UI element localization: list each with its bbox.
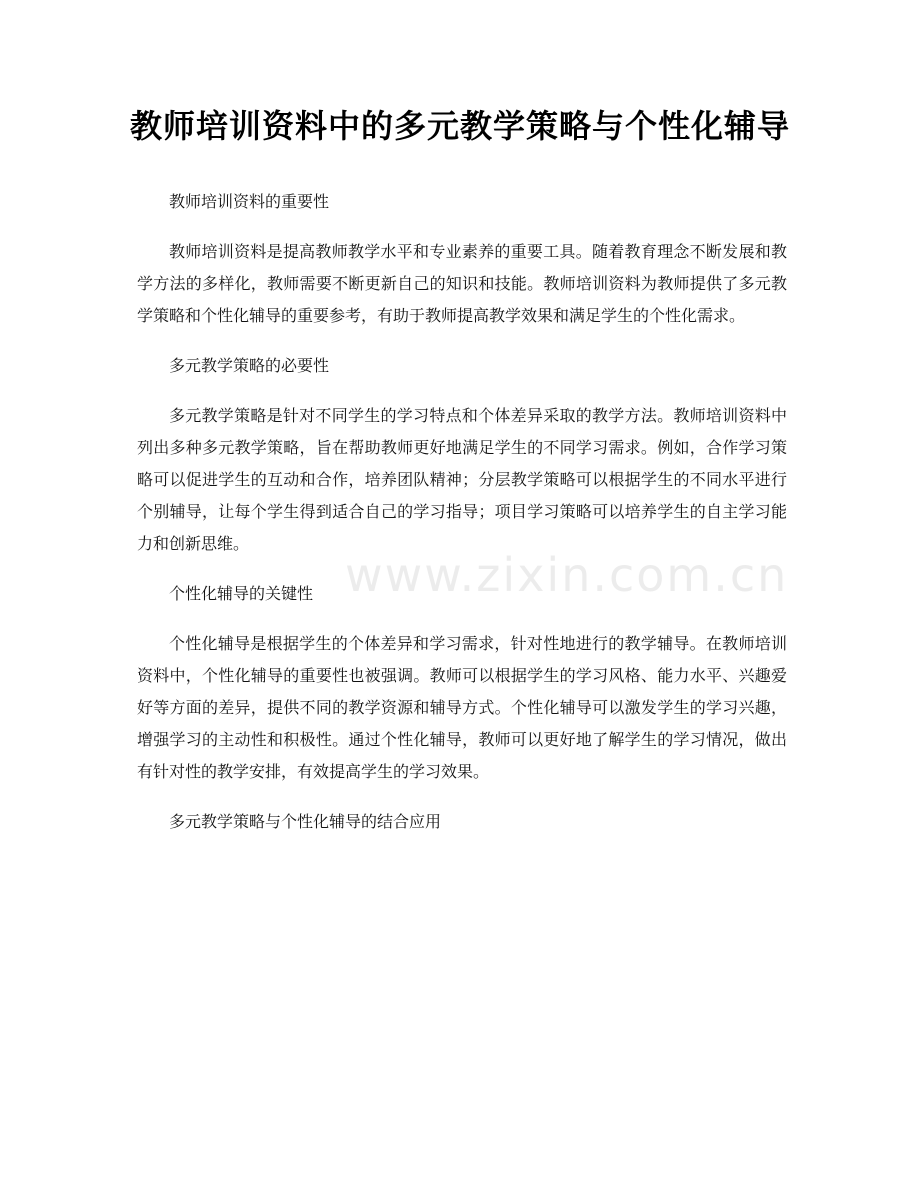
watermark: www.zixin.com.cn (345, 548, 789, 602)
section-heading-necessity: 多元教学策略的必要性 (169, 356, 330, 375)
section-heading-combined-application: 多元教学策略与个性化辅导的结合应用 (169, 812, 442, 831)
document-title: 教师培训资料中的多元教学策略与个性化辅导 (130, 107, 791, 145)
section-paragraph-importance: 教师培训资料是提高教师教学水平和专业素养的重要工具。随着教育理念不断发展和教学方法的多样化，教师需要不断更新自己的知识和技能。教师培训资料为教师提供了多元教学策略和个性化辅导的重要参考，有助于教师提高教学效果和满足学生的个性化需求。 (137, 242, 787, 325)
section-heading-key-role: 个性化辅导的关键性 (169, 584, 314, 603)
document-body (137, 186, 787, 838)
section-paragraph-key-role: 个性化辅导是根据学生的个体差异和学习需求，针对性地进行的教学辅导。在教师培训资料中，个性化辅导的重要性也被强调。教师可以根据学生的学习风格、能力水平、兴趣爱好等方面的差异，提供不同的教学资源和辅导方式。个性化辅导可以激发学生的学习兴趣，增强学习的主动性和积极性。通过个性化辅导，教师可以更好地了解学生的学习情况，做出有针对性的教学安排，有效提高学生的学习效果。 (137, 634, 787, 781)
section-paragraph-necessity: 多元教学策略是针对不同学生的学习特点和个体差异采取的教学方法。教师培训资料中列出多种多元教学策略，旨在帮助教师更好地满足学生的不同学习需求。例如，合作学习策略可以促进学生的互动和合作，培养团队精神；分层教学策略可以根据学生的不同水平进行个别辅导，让每个学生得到适合自己的学习指导；项目学习策略可以培养学生的自主学习能力和创新思维。 (137, 406, 787, 553)
section-heading-importance: 教师培训资料的重要性 (169, 192, 330, 211)
